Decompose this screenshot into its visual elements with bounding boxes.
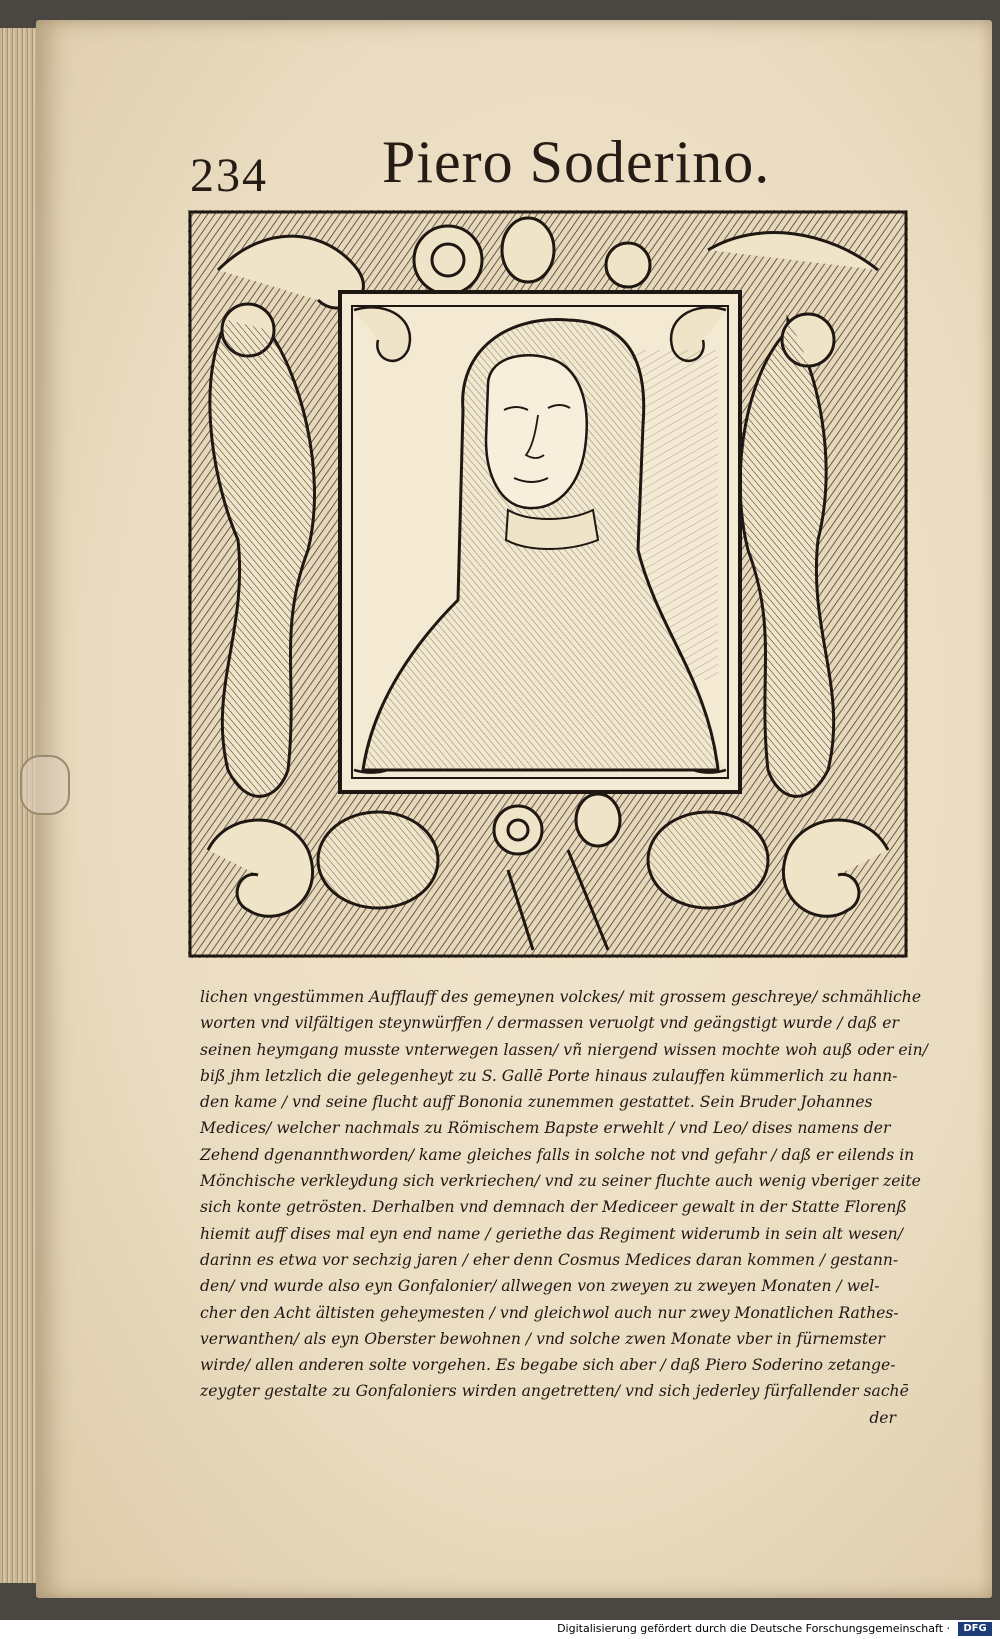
body-line: biß jhm letzlich die gelegenheyt zu S. Gallē Porte hinaus zulauffen kümmerlich zu hann- bbox=[200, 1066, 898, 1085]
page-title: Piero Soderino. bbox=[382, 129, 771, 195]
catchword: der bbox=[869, 1408, 896, 1427]
body-line: verwanthen/ als eyn Oberster bewohnen / vnd solche zwen Monate vber in fürnemster bbox=[200, 1329, 885, 1348]
body-line: Zehend dgenannthworden/ kame gleiches falls in solche not vnd gefahr / daß er eilends in bbox=[200, 1145, 915, 1164]
body-line: seinen heymgang musste vnterwegen lassen/ vñ niergend wissen mochte woh auß oder ein/ bbox=[200, 1040, 928, 1059]
footer-credit: Digitalisierung gefördert durch die Deutsche Forschungsgemeinschaft · bbox=[557, 1622, 950, 1635]
portrait-woodcut-icon bbox=[188, 210, 908, 958]
digitization-footer bbox=[0, 1620, 1000, 1639]
body-line: darinn es etwa vor sechzig jaren / eher denn Cosmus Medices daran kommen / gestann- bbox=[200, 1250, 899, 1269]
body-line: hiemit auff dises mal eyn end name / geriethe das Regiment widerumb in sein alt wesen/ bbox=[200, 1224, 903, 1243]
body-text bbox=[200, 984, 928, 1431]
body-line: cher den Acht ältisten geheymesten / vnd gleichwol auch nur zwey Monatlichen Rathes- bbox=[200, 1303, 899, 1322]
page-tab-marker bbox=[20, 755, 70, 815]
dfg-logo-icon: DFG bbox=[958, 1622, 992, 1636]
body-line: Mönchische verkleydung sich verkriechen/ vnd zu seiner fluchte auch wenig vberiger zeite bbox=[200, 1172, 921, 1191]
body-line: wirde/ allen anderen solte vorgehen. Es begabe sich aber / daß Piero Soderino zetange- bbox=[200, 1356, 896, 1375]
page-number: 234 bbox=[190, 149, 268, 202]
body-line: den/ vnd wurde also eyn Gonfalonier/ allwegen von zweyen zu zweyen Monaten / wel- bbox=[200, 1277, 880, 1296]
body-line: sich konte getrösten. Derhalben vnd demnach der Mediceer gewalt in der Statte Florenß bbox=[200, 1198, 907, 1217]
body-line: zeygter gestalte zu Gonfaloniers wirden angetretten/ vnd sich jederley fürfallender sachē bbox=[200, 1382, 909, 1401]
body-line: lichen vngestümmen Aufflauff des gemeynen volckes/ mit grossem geschreye/ schmähliche bbox=[200, 988, 922, 1006]
body-line: den kame / vnd seine flucht auff Bononia zunemmen gestattet. Sein Bruder Johannes bbox=[200, 1093, 873, 1112]
body-line: worten vnd vilfältigen steynwürffen / dermassen veruolgt vnd geängstigt wurde / daß er bbox=[200, 1014, 899, 1033]
body-line: Medices/ welcher nachmals zu Römischem Bapste erwehlt / vnd Leo/ dises namens der bbox=[200, 1119, 891, 1138]
